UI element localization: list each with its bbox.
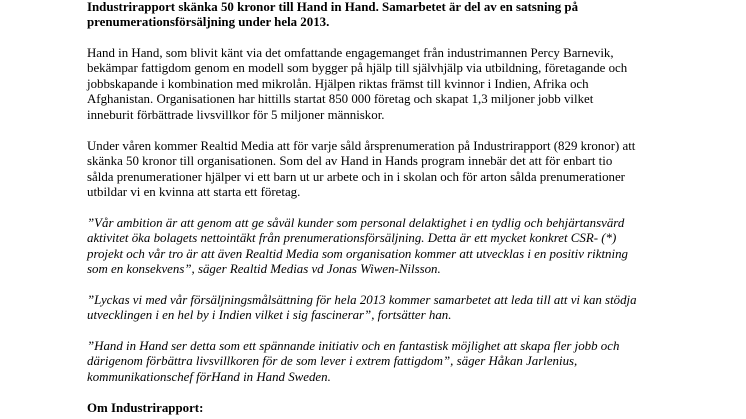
lead-line: Industrirapport skänka 50 kronor till Hand in Hand. Samarbetet är del av en satsning på <box>87 0 579 14</box>
paragraph-line: Under våren kommer Realtid Media att för varje såld årsprenumeration på Industrirapport (829 kronor) att <box>87 139 636 153</box>
paragraph-line: Hand in Hand, som blivit känt via det omfattande engagemanget från industrimannen Percy Barnevik, <box>87 46 614 60</box>
body-paragraph-subscription <box>87 139 702 201</box>
quote-line: ”Vår ambition är att genom att ge såväl kunder som personal delaktighet i en tydlig och behjärtansvärd <box>87 216 625 230</box>
quote-line: projekt och vår tro är att även Realtid Media som organisation kommer att utvecklas i en positiv riktning <box>87 246 628 261</box>
paragraph-line: bekämpar fattigdom genom en modell som bygger på hjälp till självhjälp via utbildning, företagande och <box>87 61 628 76</box>
paragraph-line: jobbskapande i kombination med mikrolån. Hjälpen riktas främst till kvinnor i Indien, Afrika och <box>87 76 589 91</box>
quote-line: aktivitet öka bolagets nettointäkt från prenumerationsförsäljning. Detta är ett mycket konkret CSR- (*) <box>87 231 617 246</box>
quote-line: utvecklingen i en hel by i Indien vilket i sig fascinerar”, fortsätter han. <box>87 308 452 323</box>
quote-ceo <box>87 216 702 278</box>
paragraph-line: skänka 50 kronor till organisationen. Som del av Hand in Hands program innebär det att för enbart tio <box>87 154 613 169</box>
quote-sales-goal <box>87 293 702 324</box>
paragraph-line: utbildar vi en kvinna att starta ett företag. <box>87 185 301 200</box>
quote-hand-in-hand <box>87 339 702 385</box>
paragraph-line: Afghanistan. Organisationen har hittills startat 850 000 företag och skapat 1,3 miljoner jobb vilket <box>87 92 594 107</box>
quote-line: kommunikationschef förHand in Hand Sweden. <box>87 369 331 384</box>
quote-line: ”Hand in Hand ser detta som ett spännande initiativ och en fantastisk möjlighet att skapa fler jobb och <box>87 339 620 353</box>
quote-line: som en konsekvens”, säger Realtid Medias vd Jonas Wiwen-Nilsson. <box>87 262 441 277</box>
lead-paragraph <box>87 0 687 31</box>
body-paragraph-hand-in-hand <box>87 46 702 123</box>
quote-line: ”Lyckas vi med vår försäljningsmålsättning för hela 2013 kommer samarbetet att leda till att vi kan stödja <box>87 293 637 307</box>
section-heading-om-industrirapport: Om Industrirapport: <box>87 401 204 415</box>
lead-line: prenumerationsförsäljning under hela 2013. <box>87 15 330 30</box>
paragraph-line: sålda prenumerationer hjälper vi ett barn ut ur arbete och in i skolan och för arton sålda prenumerationer <box>87 169 625 184</box>
paragraph-line: inneburit förbättrade livsvillkor för 5 miljoner människor. <box>87 107 385 122</box>
quote-line: därigenom förbättra livsvillkoren för de som lever i extrem fattigdom”, säger Håkan Jarlenius, <box>87 354 578 369</box>
